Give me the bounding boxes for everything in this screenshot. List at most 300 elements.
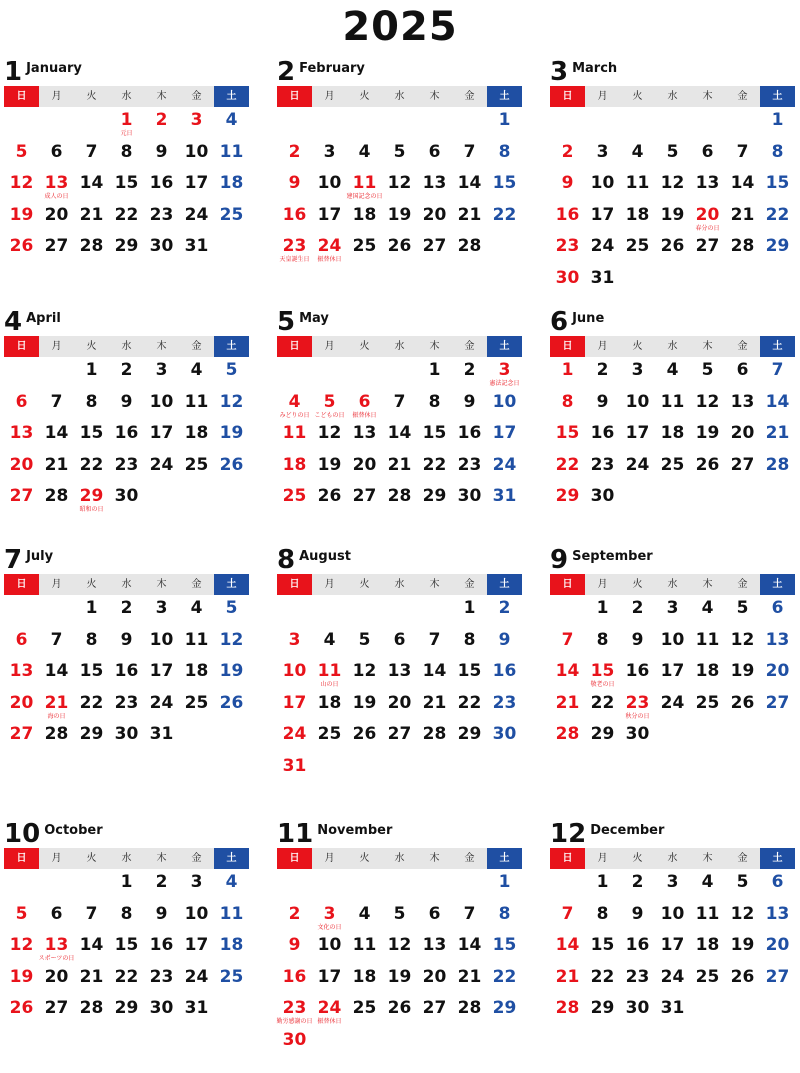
day-cell <box>214 108 249 140</box>
day-number: 1 <box>596 872 609 892</box>
day-cell <box>725 453 760 485</box>
day-cell <box>487 722 522 754</box>
empty-cell <box>4 358 39 390</box>
week-row <box>277 421 523 453</box>
day-cell <box>487 596 522 628</box>
day-cell <box>487 140 522 172</box>
day-cell <box>620 691 655 723</box>
day-cell <box>179 596 214 628</box>
week-row <box>277 358 523 390</box>
day-number: 20 <box>422 966 447 987</box>
day-cell <box>550 453 585 485</box>
day-number: 13 <box>422 935 447 955</box>
day-cell <box>417 390 452 422</box>
day-cell <box>620 358 655 390</box>
page-title: 2025 <box>342 4 458 50</box>
day-number: 22 <box>555 454 580 475</box>
day-cell <box>74 421 109 453</box>
empty-cell <box>725 722 760 754</box>
day-number: 1 <box>498 872 511 892</box>
day-cell <box>347 453 382 485</box>
day-grid <box>550 108 796 297</box>
day-cell <box>347 628 382 660</box>
weekday-label: 日 <box>550 848 585 869</box>
day-cell <box>39 390 74 422</box>
weekday-header-row <box>277 86 523 107</box>
day-cell <box>74 140 109 172</box>
day-number: 24 <box>625 454 650 475</box>
day-cell <box>585 484 620 516</box>
weekday-label: 水 <box>109 86 144 107</box>
day-number: 8 <box>428 391 441 412</box>
empty-cell <box>760 484 795 516</box>
weekday-label: 月 <box>312 574 347 595</box>
day-number: 2 <box>120 360 133 380</box>
weekday-label: 金 <box>179 336 214 357</box>
week-row <box>4 421 250 453</box>
day-number: 20 <box>695 204 720 225</box>
day-number: 8 <box>120 141 133 162</box>
day-cell <box>214 933 249 965</box>
day-cell <box>214 171 249 203</box>
day-number: 20 <box>352 454 377 475</box>
day-cell <box>144 691 179 723</box>
day-number: 5 <box>358 629 371 650</box>
day-number: 20 <box>9 454 34 475</box>
day-cell <box>312 628 347 660</box>
day-cell <box>74 484 109 516</box>
day-cell <box>585 266 620 298</box>
day-number: 15 <box>765 173 790 193</box>
day-number: 4 <box>288 391 301 412</box>
holiday-name: 海の日 <box>47 712 66 720</box>
day-cell <box>382 722 417 754</box>
empty-cell <box>550 108 585 140</box>
day-number: 1 <box>463 598 476 618</box>
day-number: 11 <box>695 903 720 924</box>
day-cell <box>655 596 690 628</box>
day-cell <box>585 390 620 422</box>
day-number: 17 <box>317 204 342 225</box>
day-number: 5 <box>701 360 714 380</box>
day-cell <box>417 171 452 203</box>
month-december <box>550 819 796 1028</box>
day-number: 14 <box>730 173 755 193</box>
day-number: 16 <box>625 661 650 681</box>
day-number: 24 <box>660 692 685 713</box>
empty-cell <box>655 484 690 516</box>
week-row <box>550 453 796 485</box>
day-cell <box>417 203 452 235</box>
day-cell <box>550 933 585 965</box>
day-cell <box>277 691 312 723</box>
day-cell <box>655 390 690 422</box>
day-number: 4 <box>358 141 371 162</box>
day-cell <box>585 628 620 660</box>
day-cell <box>550 171 585 203</box>
day-cell <box>347 171 382 203</box>
day-number: 13 <box>695 173 720 193</box>
day-number: 7 <box>736 141 749 162</box>
weekday-label: 月 <box>39 574 74 595</box>
day-cell <box>655 965 690 997</box>
day-cell <box>4 140 39 172</box>
day-number: 13 <box>9 661 34 681</box>
empty-cell <box>725 108 760 140</box>
holiday-name: 敬老の日 <box>590 681 615 688</box>
day-number: 7 <box>85 141 98 162</box>
day-number: 23 <box>625 692 650 713</box>
day-number: 22 <box>765 204 790 225</box>
week-row <box>550 203 796 235</box>
month-header <box>4 57 250 87</box>
holiday-name: 元日 <box>120 130 133 137</box>
day-grid <box>4 870 250 1028</box>
week-row <box>4 965 250 997</box>
day-number: 2 <box>120 598 133 618</box>
day-cell <box>39 203 74 235</box>
day-cell <box>109 902 144 934</box>
day-number: 19 <box>387 204 412 225</box>
day-number: 9 <box>120 391 133 412</box>
day-number: 25 <box>219 204 244 225</box>
day-number: 14 <box>457 935 482 955</box>
day-number: 30 <box>492 724 517 744</box>
month-september <box>550 545 796 754</box>
day-grid <box>277 870 523 1059</box>
day-number: 7 <box>50 629 63 650</box>
day-cell <box>550 484 585 516</box>
weekday-label: 金 <box>179 574 214 595</box>
day-cell <box>179 965 214 997</box>
month-number: 5 <box>277 307 296 337</box>
day-number: 29 <box>422 486 447 506</box>
day-cell <box>655 140 690 172</box>
day-number: 21 <box>44 454 69 475</box>
day-cell <box>277 754 312 786</box>
day-number: 14 <box>555 661 580 681</box>
empty-cell <box>347 108 382 140</box>
weekday-label: 水 <box>655 574 690 595</box>
weekday-label: 土 <box>214 574 249 595</box>
day-cell <box>725 902 760 934</box>
day-number: 13 <box>387 661 412 681</box>
weekday-label: 火 <box>74 574 109 595</box>
empty-cell <box>144 484 179 516</box>
day-number: 19 <box>219 661 244 681</box>
weekday-header-row <box>277 574 523 595</box>
day-cell <box>179 108 214 140</box>
weekday-label: 月 <box>585 848 620 869</box>
day-number: 3 <box>155 360 168 380</box>
empty-cell <box>760 266 795 298</box>
day-cell <box>760 140 795 172</box>
day-number: 10 <box>317 935 342 955</box>
day-cell <box>550 996 585 1028</box>
day-cell <box>4 659 39 691</box>
holiday-name: 建国記念の日 <box>346 193 383 200</box>
day-cell <box>655 933 690 965</box>
empty-cell <box>620 108 655 140</box>
day-number: 22 <box>422 454 447 475</box>
day-number: 12 <box>387 173 412 193</box>
month-name: May <box>299 311 329 326</box>
day-grid <box>277 108 523 266</box>
day-number: 19 <box>695 423 720 443</box>
day-number: 26 <box>219 454 244 475</box>
day-cell <box>144 933 179 965</box>
weekday-label: 月 <box>39 86 74 107</box>
day-cell <box>452 421 487 453</box>
day-number: 29 <box>590 724 615 744</box>
day-number: 29 <box>457 724 482 744</box>
week-row <box>4 722 250 754</box>
day-cell <box>144 453 179 485</box>
day-number: 20 <box>765 661 790 681</box>
weekday-label: 土 <box>760 86 795 107</box>
empty-cell <box>417 1028 452 1060</box>
day-number: 10 <box>282 661 307 681</box>
empty-cell <box>417 596 452 628</box>
month-name: April <box>26 311 61 326</box>
empty-cell <box>620 266 655 298</box>
day-number: 9 <box>288 173 301 193</box>
day-number: 22 <box>492 966 517 987</box>
day-cell <box>74 203 109 235</box>
day-number: 5 <box>225 360 238 380</box>
day-cell <box>312 234 347 266</box>
day-number: 31 <box>184 998 209 1018</box>
day-cell <box>760 628 795 660</box>
weekday-label: 土 <box>487 574 522 595</box>
month-header <box>277 307 523 337</box>
day-number: 8 <box>498 141 511 162</box>
day-number: 31 <box>660 998 685 1018</box>
day-number: 28 <box>422 724 447 744</box>
day-cell <box>214 140 249 172</box>
day-number: 29 <box>555 486 580 506</box>
month-march <box>550 57 796 297</box>
week-row <box>4 140 250 172</box>
day-cell <box>214 390 249 422</box>
week-row <box>4 390 250 422</box>
empty-cell <box>620 484 655 516</box>
day-number: 17 <box>149 661 174 681</box>
empty-cell <box>655 266 690 298</box>
holiday-name: 山の日 <box>320 681 339 688</box>
day-number: 24 <box>149 692 174 713</box>
day-cell <box>347 965 382 997</box>
day-number: 29 <box>492 998 517 1018</box>
day-number: 6 <box>15 391 28 412</box>
day-number: 10 <box>590 173 615 193</box>
day-cell <box>417 358 452 390</box>
week-row <box>550 266 796 298</box>
day-cell <box>760 933 795 965</box>
day-cell <box>760 965 795 997</box>
weekday-label: 火 <box>347 336 382 357</box>
day-number: 12 <box>9 935 34 955</box>
week-row <box>277 754 523 786</box>
day-number: 21 <box>457 966 482 987</box>
day-cell <box>452 596 487 628</box>
day-cell <box>690 453 725 485</box>
day-number: 11 <box>317 661 342 681</box>
weekday-label: 日 <box>550 336 585 357</box>
day-number: 15 <box>457 661 482 681</box>
day-number: 20 <box>44 966 69 987</box>
day-cell <box>585 902 620 934</box>
day-cell <box>347 659 382 691</box>
day-number: 30 <box>114 486 139 506</box>
empty-cell <box>760 996 795 1028</box>
day-number: 26 <box>352 724 377 744</box>
day-number: 10 <box>149 391 174 412</box>
day-cell <box>620 996 655 1028</box>
day-number: 8 <box>498 903 511 924</box>
day-cell <box>487 358 522 390</box>
holiday-name: 憲法記念日 <box>489 380 520 387</box>
day-grid <box>277 596 523 785</box>
day-number: 28 <box>730 236 755 256</box>
month-name: February <box>299 61 365 76</box>
day-number: 30 <box>625 998 650 1018</box>
day-cell <box>487 171 522 203</box>
day-cell <box>39 421 74 453</box>
day-number: 11 <box>695 629 720 650</box>
day-number: 15 <box>555 423 580 443</box>
week-row <box>4 171 250 203</box>
day-number: 22 <box>590 966 615 987</box>
weekday-label: 木 <box>690 848 725 869</box>
day-number: 25 <box>352 998 377 1018</box>
day-number: 14 <box>387 423 412 443</box>
empty-cell <box>382 596 417 628</box>
day-number: 15 <box>590 935 615 955</box>
day-number: 5 <box>666 141 679 162</box>
day-cell <box>487 996 522 1028</box>
holiday-name: 天皇誕生日 <box>279 256 310 263</box>
empty-cell <box>179 484 214 516</box>
weekday-header-row <box>4 574 250 595</box>
day-number: 1 <box>120 872 133 892</box>
day-cell <box>214 628 249 660</box>
day-number: 19 <box>352 692 377 713</box>
weekday-label: 水 <box>109 574 144 595</box>
day-cell <box>4 965 39 997</box>
day-cell <box>452 628 487 660</box>
day-cell <box>144 870 179 902</box>
weekday-label: 木 <box>417 848 452 869</box>
week-row <box>550 659 796 691</box>
day-number: 11 <box>219 903 244 924</box>
day-number: 2 <box>596 360 609 380</box>
day-cell <box>452 140 487 172</box>
empty-cell <box>760 722 795 754</box>
day-cell <box>487 870 522 902</box>
week-row <box>550 996 796 1028</box>
day-number: 17 <box>660 661 685 681</box>
day-number: 5 <box>15 141 28 162</box>
week-row <box>277 453 523 485</box>
day-cell <box>39 722 74 754</box>
day-number: 14 <box>44 423 69 443</box>
week-row <box>277 933 523 965</box>
day-number: 7 <box>561 629 574 650</box>
weekday-label: 日 <box>277 574 312 595</box>
day-cell <box>277 140 312 172</box>
day-cell <box>179 358 214 390</box>
empty-cell <box>382 1028 417 1060</box>
day-cell <box>4 234 39 266</box>
day-number: 14 <box>457 173 482 193</box>
day-cell <box>277 453 312 485</box>
day-cell <box>690 659 725 691</box>
day-number: 16 <box>114 661 139 681</box>
day-cell <box>214 596 249 628</box>
day-cell <box>312 902 347 934</box>
weekday-label: 火 <box>620 848 655 869</box>
day-cell <box>620 722 655 754</box>
day-grid <box>277 358 523 516</box>
weekday-label: 日 <box>277 336 312 357</box>
day-number: 10 <box>625 391 650 412</box>
empty-cell <box>277 108 312 140</box>
day-cell <box>690 596 725 628</box>
day-cell <box>417 659 452 691</box>
week-row <box>550 870 796 902</box>
day-cell <box>620 203 655 235</box>
weekday-label: 月 <box>39 848 74 869</box>
day-number: 16 <box>457 423 482 443</box>
day-cell <box>277 171 312 203</box>
week-row <box>550 108 796 140</box>
day-number: 11 <box>352 935 377 955</box>
day-number: 10 <box>317 173 342 193</box>
day-grid <box>4 358 250 516</box>
day-cell <box>690 390 725 422</box>
day-number: 18 <box>660 423 685 443</box>
day-number: 23 <box>625 966 650 987</box>
day-cell <box>347 691 382 723</box>
day-cell <box>179 996 214 1028</box>
day-number: 21 <box>555 966 580 987</box>
day-cell <box>109 171 144 203</box>
day-number: 26 <box>695 454 720 475</box>
day-number: 21 <box>79 204 104 225</box>
weekday-label: 木 <box>417 86 452 107</box>
day-number: 18 <box>352 966 377 987</box>
day-number: 5 <box>736 598 749 618</box>
day-cell <box>620 421 655 453</box>
weekday-label: 金 <box>725 848 760 869</box>
day-number: 24 <box>282 724 307 744</box>
day-number: 15 <box>114 935 139 955</box>
day-cell <box>179 902 214 934</box>
day-cell <box>655 234 690 266</box>
day-cell <box>382 234 417 266</box>
day-cell <box>74 996 109 1028</box>
day-cell <box>620 390 655 422</box>
day-number: 27 <box>765 692 790 713</box>
day-number: 7 <box>50 391 63 412</box>
holiday-name: 春分の日 <box>695 224 720 232</box>
day-number: 7 <box>561 903 574 924</box>
day-number: 27 <box>9 724 34 744</box>
month-header <box>4 545 250 575</box>
day-number: 17 <box>590 204 615 225</box>
week-row <box>277 108 523 140</box>
